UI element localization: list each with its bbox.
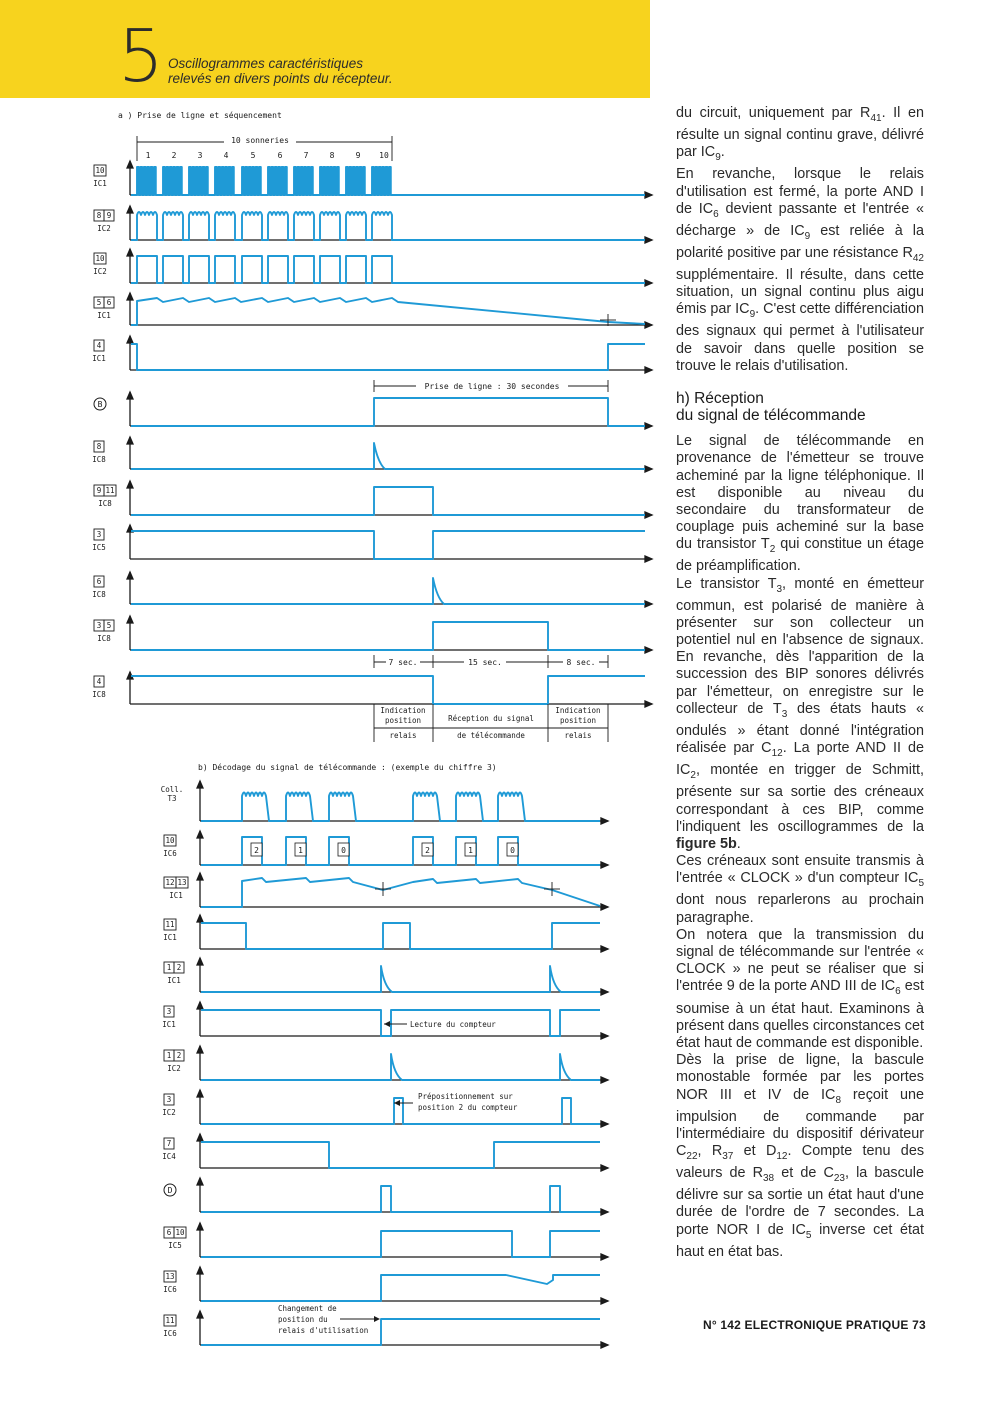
trace-b-4-y-arrow <box>197 915 203 922</box>
trace-a-2-wave <box>131 212 645 240</box>
trace-b-3-y-arrow <box>197 873 203 880</box>
trace-a-8-wave <box>131 487 645 515</box>
ring-number: 5 <box>250 151 256 160</box>
paragraph-6: On notera que la transmission du signal de télécommande sur l'entrée « CLOCK » ne peut se réaliser que si l'entrée 9 de la porte AND III de $IC_6$ est soumise à un état haut. Examinons à présent dans quelles circonstances cet état haut de commande est disponible. <box>676 926 924 1051</box>
trace-a-4-label-pin: 6 <box>106 298 112 307</box>
box1-line3: relais <box>389 731 417 740</box>
box2-line2: de télécommande <box>457 731 525 740</box>
trace-b-9-y-arrow <box>197 1134 203 1141</box>
trace-a-9-x-arrow <box>645 556 652 562</box>
paragraph-1: du circuit, uniquement par $R_{41}$. Il en résulte un signal continu grave, délivré par $IC_9$. <box>676 105 924 164</box>
trace-b-11-label-pin: 10 <box>175 1228 185 1237</box>
trace-b-6-y-arrow <box>197 1002 203 1009</box>
trace-b-13-x-arrow <box>601 1342 608 1348</box>
t8-label: 8 sec. <box>566 658 596 667</box>
digit-label: 0 <box>341 846 346 855</box>
figure-reference: figure 5b <box>676 835 737 852</box>
digit-label: 0 <box>510 846 515 855</box>
trace-a-9-label-ic: IC5 <box>92 543 106 552</box>
trace-a-12-wave <box>131 676 645 704</box>
trace-b-2-label-pin: 10 <box>165 836 175 845</box>
trace-a-4-x-arrow <box>645 322 652 328</box>
trace-b-8-wave <box>201 1098 600 1124</box>
trace-a-7-label-pin: 8 <box>96 442 102 451</box>
trace-a-6-y-arrow <box>127 392 133 399</box>
trace-b-9-label-ic: IC4 <box>162 1152 176 1161</box>
trace-a-9-wave <box>131 531 645 559</box>
trace-b-5-label-pin: 2 <box>176 963 182 972</box>
trace-a-9-label-pin: 3 <box>96 530 102 539</box>
trace-b-7-wave <box>201 1054 600 1080</box>
trace-b-10-label-pin: D <box>167 1186 173 1195</box>
trace-b-1-label-pin: Coll. <box>160 785 184 794</box>
figure-number: 5 <box>118 14 164 98</box>
trace-a-12-label-pin: 4 <box>96 677 102 686</box>
trace-a-5-y-arrow <box>127 336 133 343</box>
ring-number: 9 <box>355 151 361 160</box>
trace-b-4-label-pin: 11 <box>165 920 175 929</box>
trace-a-8-y-arrow <box>127 481 133 488</box>
trace-a-8-label-ic: IC8 <box>98 499 112 508</box>
figure-caption-line2: relevés en divers points du récepteur. <box>168 71 393 86</box>
trace-a-2-y-arrow <box>127 206 133 213</box>
trace-b-10-y-arrow <box>197 1178 203 1185</box>
figure-caption-line1: Oscillogrammes caractéristiques <box>168 56 364 71</box>
trace-b-2-x-arrow <box>601 862 608 868</box>
trace-a-5-label-ic: IC1 <box>92 354 106 363</box>
trace-b-3-label-ic: IC1 <box>169 891 183 900</box>
trace-a-3-x-arrow <box>645 280 652 286</box>
trace-b-1-label-ic: T3 <box>167 794 177 803</box>
trace-b-9-x-arrow <box>601 1165 608 1171</box>
trace-a-10-wave <box>131 578 645 604</box>
box3-line1: Indication <box>555 706 601 715</box>
trace-b-5-wave <box>201 966 600 992</box>
trace-b-13-label-ic: IC6 <box>163 1329 177 1338</box>
trace-b-12-label-ic: IC6 <box>163 1285 177 1294</box>
trace-b-11-label-ic: IC5 <box>168 1241 182 1250</box>
trace-a-3-y-arrow <box>127 249 133 256</box>
trace-b-8-label-pin: 3 <box>166 1095 172 1104</box>
trace-b-6-label-ic: IC1 <box>162 1020 176 1029</box>
digit-label: 2 <box>254 846 259 855</box>
trace-b-12-y-arrow <box>197 1267 203 1274</box>
change-label-line2: position du <box>278 1315 328 1324</box>
trace-b-7-label-ic: IC2 <box>167 1064 181 1073</box>
trace-b-7-y-arrow <box>197 1046 203 1053</box>
trace-a-5-label-pin: 4 <box>96 341 102 350</box>
section-heading: h) Réception du signal de télécommande <box>676 390 866 425</box>
ring-label: 10 sonneries <box>231 136 289 145</box>
trace-b-6-wave <box>201 1010 600 1036</box>
trace-a-5-wave <box>131 344 645 370</box>
t15-label: 15 sec. <box>468 658 502 667</box>
ring-number: 8 <box>329 151 335 160</box>
part-a-title: a ) Prise de ligne et séquencement <box>118 111 282 120</box>
trace-a-3-label-pin: 10 <box>95 254 105 263</box>
trace-b-10-x-arrow <box>601 1209 608 1215</box>
lecture-label: Lecture du compteur <box>410 1020 496 1029</box>
trace-a-1-wave <box>131 167 645 195</box>
trace-b-7-x-arrow <box>601 1077 608 1083</box>
trace-b-8-x-arrow <box>601 1121 608 1127</box>
trace-b-1-wave <box>201 793 600 822</box>
trace-b-9-wave <box>201 1142 600 1168</box>
trace-a-7-label-ic: IC8 <box>92 455 106 464</box>
paragraph-3: Le signal de télécommande en provenance de l'émetteur se trouve acheminé par la ligne téléphonique. Il est disponible au niveau du secondaire du transformateur de couplage puis acheminé sur la base du transistor $T_2$ qui constitue un étage de préamplification. <box>676 433 924 575</box>
paragraph-2: En revanche, lorsque le relais d'utilisation est fermé, la porte AND I de $IC_6$ devient passante et l'entrée « décharge » de $IC_9$ est reliée à la polarité positive par une résistance $R_{42}$ supplémentaire. Il résulte, dans cette situation, un signal continu plus aigu émis par $IC_9$. C'est cette différenciation des signaux qui permet à l'utilisateur de savoir dans quelle position se trouve le relais d'utilisation. <box>676 166 925 374</box>
trace-a-11-label-pin: 5 <box>106 621 112 630</box>
trace-a-6-label-pin: B <box>97 400 103 409</box>
trace-a-1-label-ic: IC1 <box>93 179 107 188</box>
oscillogram-diagram <box>0 98 660 1378</box>
digit-label: 1 <box>468 846 473 855</box>
trace-b-1-y-arrow <box>197 781 203 788</box>
trace-a-12-x-arrow <box>645 701 652 707</box>
change-label-line1: Changement de <box>278 1304 337 1313</box>
trace-a-10-label-pin: 6 <box>96 577 102 586</box>
trace-b-5-y-arrow <box>197 958 203 965</box>
trace-b-11-wave <box>201 1231 600 1257</box>
change-label-line3: relais d'utilisation <box>278 1326 369 1335</box>
trace-a-10-y-arrow <box>127 572 133 579</box>
trace-a-7-wave <box>131 443 645 469</box>
trace-a-2-label-ic: IC2 <box>97 224 111 233</box>
trace-a-4-wave <box>131 298 645 325</box>
trace-a-7-x-arrow <box>645 466 652 472</box>
trace-b-7-label-pin: 2 <box>176 1051 182 1060</box>
ring-number: 3 <box>197 151 203 160</box>
ring-number: 1 <box>145 151 151 160</box>
trace-b-13-y-arrow <box>197 1311 203 1318</box>
trace-a-8-label-pin: 11 <box>105 486 115 495</box>
trace-b-9-label-pin: 7 <box>166 1139 172 1148</box>
trace-a-4-label-pin: 5 <box>96 298 102 307</box>
trace-b-11-label-pin: 6 <box>166 1228 172 1237</box>
trace-b-5-label-ic: IC1 <box>167 976 181 985</box>
trace-b-6-x-arrow <box>601 1033 608 1039</box>
ring-number: 4 <box>223 151 229 160</box>
prepos-label-line2: position 2 du compteur <box>418 1103 518 1112</box>
trace-b-10-wave <box>201 1186 600 1212</box>
t7-label: 7 sec. <box>388 658 418 667</box>
digit-label: 1 <box>298 846 303 855</box>
trace-b-4-wave <box>201 923 600 949</box>
trace-a-8-label-pin: 9 <box>96 486 102 495</box>
trace-a-8-x-arrow <box>645 512 652 518</box>
trace-a-1-label-pin: 10 <box>95 166 105 175</box>
trace-b-6-label-pin: 3 <box>166 1007 172 1016</box>
trace-a-4-y-arrow <box>127 293 133 300</box>
trace-b-12-wave <box>201 1275 600 1301</box>
box3-line3: relais <box>564 731 592 740</box>
prepos-label-line1: Prépositionnement sur <box>418 1092 513 1101</box>
ring-number: 6 <box>277 151 283 160</box>
trace-a-6-x-arrow <box>645 423 652 429</box>
ring-number: 2 <box>171 151 177 160</box>
trace-a-2-label-pin: 8 <box>96 211 102 220</box>
trace-b-12-x-arrow <box>601 1298 608 1304</box>
article-text-column <box>676 105 924 1261</box>
trace-b-3-wave <box>201 878 600 907</box>
trace-a-3-wave <box>131 256 645 283</box>
trace-b-3-x-arrow <box>601 904 608 910</box>
trace-a-11-wave <box>131 622 645 650</box>
box3-line2: position <box>559 716 597 725</box>
trace-b-11-y-arrow <box>197 1223 203 1230</box>
trace-b-3-label-pin: 12 <box>165 878 175 887</box>
part-b-title: b) Décodage du signal de télécommande : (exemple du chiffre 3) <box>198 763 497 772</box>
digit-label: 2 <box>425 846 430 855</box>
trace-b-12-label-pin: 13 <box>165 1272 175 1281</box>
trace-b-4-label-ic: IC1 <box>163 933 177 942</box>
paragraph-4: Le transistor $T_3$, monté en émetteur commun, est polarisé de manière à présenter sur son collecteur un potentiel nul en l'absence de signaux. En revanche, dès l'apparition de la succession des BIP sonores délivrés par l'émetteur, on enregistre sur le collecteur de $T_3$ des états hauts « ondulés » étant donné l'intégration réalisée par $C_{12}$. La porte AND II de $IC_2$, montée en trigger de Schmitt, présente sur sa sortie des créneaux correspondant à ces BIP, comme l'indiquent les oscillogrammes de la figure 5b. <box>676 575 925 852</box>
trace-b-13-wave <box>201 1319 600 1345</box>
trace-a-4-label-ic: IC1 <box>97 311 111 320</box>
trace-b-11-x-arrow <box>601 1254 608 1260</box>
trace-b-3-label-pin: 13 <box>177 878 187 887</box>
paragraph-7: Dès la prise de ligne, la bascule monostable formée par les portes NOR III et IV de $IC_8$ reçoit une impulsion de commande par l'intermédiaire du dispositif dérivateur $C_{22}$, $R_{37}$ et $D_{12}$. Compte tenu des valeurs de $R_{38}$ et de $C_{23}$, la bascule délivre sur sa sortie un état haut d'une durée de l'ordre de 7 secondes. La porte NOR I de $IC_5$ inverse cet état haut en état bas. <box>676 1052 925 1260</box>
trace-a-10-label-ic: IC8 <box>92 590 106 599</box>
trace-a-1-x-arrow <box>645 192 652 198</box>
trace-b-5-x-arrow <box>601 989 608 995</box>
trace-a-7-y-arrow <box>127 437 133 444</box>
box1-line2: position <box>384 716 422 725</box>
trace-b-7-label-pin: 1 <box>166 1051 172 1060</box>
trace-a-11-y-arrow <box>127 616 133 623</box>
trace-a-11-label-ic: IC8 <box>97 634 111 643</box>
trace-b-8-y-arrow <box>197 1090 203 1097</box>
trace-a-11-label-pin: 3 <box>96 621 102 630</box>
trace-a-1-y-arrow <box>127 161 133 168</box>
box1-line1: Indication <box>380 706 426 715</box>
trace-a-10-x-arrow <box>645 601 652 607</box>
trace-a-2-label-pin: 9 <box>106 211 112 220</box>
ring-number: 7 <box>303 151 309 160</box>
line-grab-label: Prise de ligne : 30 secondes <box>424 382 560 391</box>
ring-number: 10 <box>379 151 389 160</box>
lecture-arrowhead <box>384 1021 390 1027</box>
trace-a-6-wave <box>131 398 645 426</box>
figure-header-band <box>0 0 650 98</box>
change-arrowhead <box>374 1316 380 1322</box>
trace-a-3-label-ic: IC2 <box>93 267 107 276</box>
box2-line1: Réception du signal <box>448 714 534 723</box>
trace-a-2-x-arrow <box>645 237 652 243</box>
paragraph-5: Ces créneaux sont ensuite transmis à l'entrée « CLOCK » d'un compteur $IC_5$ dont nous reparlerons au prochain paragraphe. <box>676 853 924 926</box>
trace-b-2-label-ic: IC6 <box>163 849 177 858</box>
trace-a-5-x-arrow <box>645 367 652 373</box>
trace-b-8-label-ic: IC2 <box>162 1108 176 1117</box>
page-footer: N° 142 ELECTRONIQUE PRATIQUE 73 <box>703 1318 926 1332</box>
trace-b-1-x-arrow <box>601 818 608 824</box>
trace-b-2-y-arrow <box>197 831 203 838</box>
trace-a-12-label-ic: IC8 <box>92 690 106 699</box>
trace-b-4-x-arrow <box>601 946 608 952</box>
trace-b-13-label-pin: 11 <box>165 1316 175 1325</box>
trace-b-5-label-pin: 1 <box>166 963 172 972</box>
trace-a-11-x-arrow <box>645 647 652 653</box>
